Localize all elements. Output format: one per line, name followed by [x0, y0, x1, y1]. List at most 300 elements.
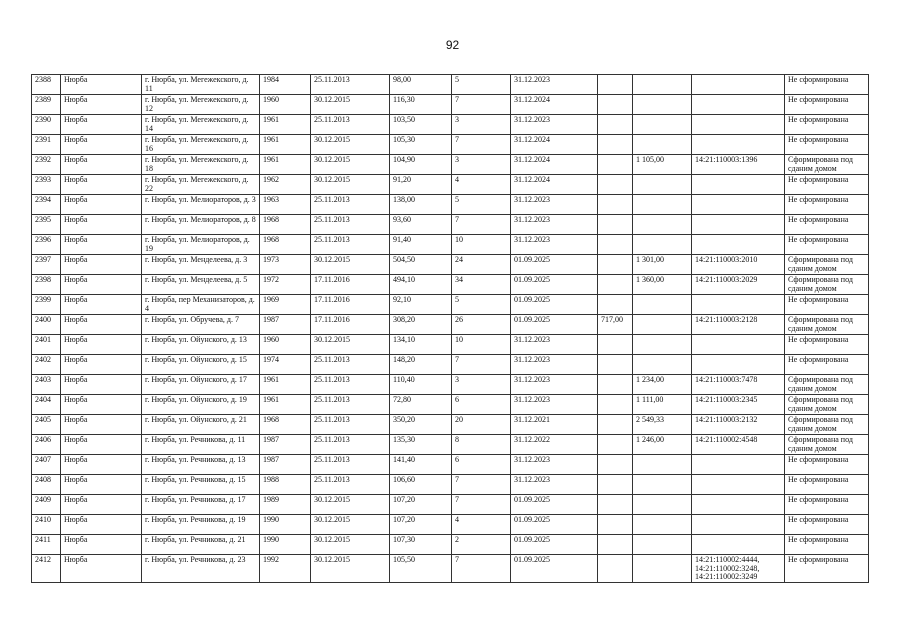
cadastral-number-cell: 14:21:110003:2345 — [692, 395, 785, 415]
land-area-alt-cell — [598, 375, 633, 395]
build-year-cell: 1968 — [260, 235, 311, 255]
table-row — [32, 415, 869, 435]
deadline-cell: 31.12.2023 — [511, 375, 598, 395]
area-cell: 91,40 — [390, 235, 452, 255]
build-year-cell: 1961 — [260, 135, 311, 155]
build-year-cell: 1961 — [260, 375, 311, 395]
land-area-cell — [633, 75, 692, 95]
row-number-cell: 2410 — [32, 515, 61, 535]
address-cell: г. Нюрба, ул. Мегежекского, д. 16 — [142, 135, 260, 155]
row-number-cell: 2392 — [32, 155, 61, 175]
residents-count-cell: 10 — [452, 335, 511, 355]
row-number-cell: 2407 — [32, 455, 61, 475]
address-cell: г. Нюрба, ул. Менделеева, д. 3 — [142, 255, 260, 275]
land-status-cell: Сформирована под сданим домом — [785, 415, 869, 435]
build-year-cell: 1960 — [260, 335, 311, 355]
residents-count-cell: 5 — [452, 295, 511, 315]
address-cell: г. Нюрба, ул. Мелиораторов, д. 8 — [142, 215, 260, 235]
inclusion-date-cell: 25.11.2013 — [311, 355, 390, 375]
inclusion-date-cell: 25.11.2013 — [311, 75, 390, 95]
cadastral-number-cell — [692, 115, 785, 135]
table-row — [32, 295, 869, 315]
land-area-alt-cell — [598, 275, 633, 295]
area-cell: 116,30 — [390, 95, 452, 115]
cadastral-number-cell — [692, 175, 785, 195]
inclusion-date-cell: 25.11.2013 — [311, 375, 390, 395]
address-cell: г. Нюрба, ул. Речникова, д. 21 — [142, 535, 260, 555]
cadastral-number-cell: 14:21:110002:4548 — [692, 435, 785, 455]
land-area-alt-cell — [598, 395, 633, 415]
deadline-cell: 31.12.2023 — [511, 335, 598, 355]
deadline-cell: 01.09.2025 — [511, 495, 598, 515]
residents-count-cell: 7 — [452, 495, 511, 515]
land-area-alt-cell — [598, 255, 633, 275]
cadastral-number-cell — [692, 515, 785, 535]
address-cell: г. Нюрба, ул. Ойунского, д. 15 — [142, 355, 260, 375]
land-status-cell: Сформирована под сданим домом — [785, 155, 869, 175]
land-area-alt-cell — [598, 135, 633, 155]
inclusion-date-cell: 25.11.2013 — [311, 215, 390, 235]
residents-count-cell: 6 — [452, 395, 511, 415]
build-year-cell: 1968 — [260, 415, 311, 435]
area-cell: 494,10 — [390, 275, 452, 295]
settlement-cell: Нюрба — [61, 475, 142, 495]
table-row — [32, 435, 869, 455]
cadastral-number-cell — [692, 195, 785, 215]
cadastral-number-cell: 14:21:110003:2010 — [692, 255, 785, 275]
area-cell: 104,90 — [390, 155, 452, 175]
build-year-cell: 1969 — [260, 295, 311, 315]
settlement-cell: Нюрба — [61, 195, 142, 215]
row-number-cell: 2391 — [32, 135, 61, 155]
residents-count-cell: 3 — [452, 155, 511, 175]
land-area-cell: 1 105,00 — [633, 155, 692, 175]
table-row — [32, 535, 869, 555]
build-year-cell: 1960 — [260, 95, 311, 115]
address-cell: г. Нюрба, ул. Речникова, д. 17 — [142, 495, 260, 515]
land-area-cell — [633, 95, 692, 115]
address-cell: г. Нюрба, ул. Ойунского, д. 17 — [142, 375, 260, 395]
inclusion-date-cell: 30.12.2015 — [311, 335, 390, 355]
land-area-alt-cell — [598, 155, 633, 175]
land-area-alt-cell — [598, 435, 633, 455]
area-cell: 103,50 — [390, 115, 452, 135]
land-status-cell: Сформирована под сданим домом — [785, 315, 869, 335]
address-cell: г. Нюрба, ул. Ойунского, д. 21 — [142, 415, 260, 435]
inclusion-date-cell: 25.11.2013 — [311, 415, 390, 435]
table-row — [32, 335, 869, 355]
land-area-cell — [633, 215, 692, 235]
settlement-cell: Нюрба — [61, 275, 142, 295]
land-area-cell: 1 246,00 — [633, 435, 692, 455]
build-year-cell: 1984 — [260, 75, 311, 95]
area-cell: 92,10 — [390, 295, 452, 315]
deadline-cell: 31.12.2024 — [511, 135, 598, 155]
land-area-cell — [633, 135, 692, 155]
deadline-cell: 31.12.2021 — [511, 415, 598, 435]
settlement-cell: Нюрба — [61, 455, 142, 475]
land-area-alt-cell — [598, 95, 633, 115]
address-cell: г. Нюрба, ул. Речникова, д. 15 — [142, 475, 260, 495]
table-row — [32, 95, 869, 115]
inclusion-date-cell: 30.12.2015 — [311, 535, 390, 555]
area-cell: 98,00 — [390, 75, 452, 95]
residents-count-cell: 5 — [452, 195, 511, 215]
deadline-cell: 01.09.2025 — [511, 535, 598, 555]
area-cell: 93,60 — [390, 215, 452, 235]
area-cell: 91,20 — [390, 175, 452, 195]
table-row — [32, 455, 869, 475]
build-year-cell: 1987 — [260, 315, 311, 335]
cadastral-number-cell — [692, 295, 785, 315]
land-area-cell — [633, 475, 692, 495]
land-status-cell: Не сформирована — [785, 135, 869, 155]
land-area-alt-cell — [598, 535, 633, 555]
row-number-cell: 2394 — [32, 195, 61, 215]
land-area-alt-cell — [598, 515, 633, 535]
land-area-alt-cell — [598, 175, 633, 195]
row-number-cell: 2408 — [32, 475, 61, 495]
cadastral-number-cell: 14:21:110003:1396 — [692, 155, 785, 175]
table-row — [32, 395, 869, 415]
inclusion-date-cell: 30.12.2015 — [311, 515, 390, 535]
inclusion-date-cell: 30.12.2015 — [311, 495, 390, 515]
settlement-cell: Нюрба — [61, 295, 142, 315]
residents-count-cell: 24 — [452, 255, 511, 275]
land-area-cell — [633, 175, 692, 195]
settlement-cell: Нюрба — [61, 95, 142, 115]
table-row — [32, 375, 869, 395]
residents-count-cell: 7 — [452, 355, 511, 375]
area-cell: 105,50 — [390, 555, 452, 583]
deadline-cell: 01.09.2025 — [511, 295, 598, 315]
build-year-cell: 1987 — [260, 435, 311, 455]
land-area-cell — [633, 535, 692, 555]
land-area-alt-cell — [598, 335, 633, 355]
cadastral-number-cell: 14:21:110003:2132 — [692, 415, 785, 435]
settlement-cell: Нюрба — [61, 355, 142, 375]
cadastral-number-cell — [692, 495, 785, 515]
table-row — [32, 275, 869, 295]
area-cell: 135,30 — [390, 435, 452, 455]
row-number-cell: 2403 — [32, 375, 61, 395]
inclusion-date-cell: 17.11.2016 — [311, 275, 390, 295]
settlement-cell: Нюрба — [61, 175, 142, 195]
land-status-cell: Не сформирована — [785, 115, 869, 135]
address-cell: г. Нюрба, ул. Мегежекского, д. 22 — [142, 175, 260, 195]
area-cell: 107,30 — [390, 535, 452, 555]
land-area-cell — [633, 235, 692, 255]
inclusion-date-cell: 25.11.2013 — [311, 395, 390, 415]
area-cell: 134,10 — [390, 335, 452, 355]
residents-count-cell: 5 — [452, 75, 511, 95]
deadline-cell: 01.09.2025 — [511, 315, 598, 335]
settlement-cell: Нюрба — [61, 135, 142, 155]
inclusion-date-cell: 25.11.2013 — [311, 115, 390, 135]
area-cell: 138,00 — [390, 195, 452, 215]
settlement-cell: Нюрба — [61, 415, 142, 435]
land-status-cell: Не сформирована — [785, 335, 869, 355]
address-cell: г. Нюрба, ул. Ойунского, д. 13 — [142, 335, 260, 355]
inclusion-date-cell: 25.11.2013 — [311, 195, 390, 215]
land-area-alt-cell — [598, 495, 633, 515]
deadline-cell: 31.12.2023 — [511, 195, 598, 215]
land-area-alt-cell — [598, 115, 633, 135]
table-row — [32, 115, 869, 135]
deadline-cell: 31.12.2024 — [511, 95, 598, 115]
build-year-cell: 1990 — [260, 535, 311, 555]
settlement-cell: Нюрба — [61, 335, 142, 355]
row-number-cell: 2409 — [32, 495, 61, 515]
land-area-alt-cell — [598, 415, 633, 435]
row-number-cell: 2404 — [32, 395, 61, 415]
land-area-cell — [633, 355, 692, 375]
settlement-cell: Нюрба — [61, 515, 142, 535]
settlement-cell: Нюрба — [61, 495, 142, 515]
table-row — [32, 355, 869, 375]
build-year-cell: 1961 — [260, 115, 311, 135]
build-year-cell: 1990 — [260, 515, 311, 535]
row-number-cell: 2395 — [32, 215, 61, 235]
build-year-cell: 1989 — [260, 495, 311, 515]
land-area-alt-cell — [598, 75, 633, 95]
residents-count-cell: 3 — [452, 375, 511, 395]
residents-count-cell: 7 — [452, 95, 511, 115]
land-area-cell — [633, 115, 692, 135]
build-year-cell: 1968 — [260, 215, 311, 235]
deadline-cell: 01.09.2025 — [511, 555, 598, 583]
settlement-cell: Нюрба — [61, 75, 142, 95]
row-number-cell: 2406 — [32, 435, 61, 455]
land-area-cell — [633, 295, 692, 315]
deadline-cell: 01.09.2025 — [511, 255, 598, 275]
table-row — [32, 135, 869, 155]
settlement-cell: Нюрба — [61, 235, 142, 255]
area-cell: 504,50 — [390, 255, 452, 275]
settlement-cell: Нюрба — [61, 535, 142, 555]
area-cell: 110,40 — [390, 375, 452, 395]
residents-count-cell: 8 — [452, 435, 511, 455]
land-status-cell: Не сформирована — [785, 515, 869, 535]
area-cell: 106,60 — [390, 475, 452, 495]
table-row — [32, 155, 869, 175]
land-status-cell: Не сформирована — [785, 495, 869, 515]
residents-count-cell: 3 — [452, 115, 511, 135]
row-number-cell: 2402 — [32, 355, 61, 375]
inclusion-date-cell: 30.12.2015 — [311, 155, 390, 175]
row-number-cell: 2393 — [32, 175, 61, 195]
deadline-cell: 31.12.2023 — [511, 355, 598, 375]
residents-count-cell: 20 — [452, 415, 511, 435]
table-row — [32, 255, 869, 275]
land-area-cell — [633, 195, 692, 215]
settlement-cell: Нюрба — [61, 215, 142, 235]
address-cell: г. Нюрба, ул. Речникова, д. 11 — [142, 435, 260, 455]
land-status-cell: Не сформирована — [785, 95, 869, 115]
land-area-alt-cell — [598, 215, 633, 235]
cadastral-number-cell — [692, 135, 785, 155]
land-status-cell: Не сформирована — [785, 455, 869, 475]
table-row — [32, 75, 869, 95]
address-cell: г. Нюрба, ул. Мегежекского, д. 11 — [142, 75, 260, 95]
land-area-alt-cell — [598, 355, 633, 375]
land-area-cell — [633, 455, 692, 475]
cadastral-number-cell: 14:21:110002:4444, 14:21:110002:3248, 14:21:110002:3249 — [692, 555, 785, 583]
land-area-alt-cell — [598, 195, 633, 215]
row-number-cell: 2400 — [32, 315, 61, 335]
cadastral-number-cell — [692, 335, 785, 355]
page-number: 92 — [445, 38, 460, 52]
inclusion-date-cell: 17.11.2016 — [311, 295, 390, 315]
land-area-cell: 1 360,00 — [633, 275, 692, 295]
cadastral-number-cell — [692, 535, 785, 555]
land-area-alt-cell — [598, 235, 633, 255]
settlement-cell: Нюрба — [61, 255, 142, 275]
residents-count-cell: 6 — [452, 455, 511, 475]
table-row — [32, 555, 869, 583]
cadastral-number-cell — [692, 95, 785, 115]
inclusion-date-cell: 30.12.2015 — [311, 135, 390, 155]
area-cell: 107,20 — [390, 495, 452, 515]
table-row — [32, 195, 869, 215]
housing-registry-table — [31, 74, 869, 583]
deadline-cell: 31.12.2023 — [511, 455, 598, 475]
inclusion-date-cell: 30.12.2015 — [311, 555, 390, 583]
table-row — [32, 215, 869, 235]
inclusion-date-cell: 17.11.2016 — [311, 315, 390, 335]
land-area-cell: 1 234,00 — [633, 375, 692, 395]
land-area-cell — [633, 315, 692, 335]
land-status-cell: Не сформирована — [785, 295, 869, 315]
deadline-cell: 31.12.2024 — [511, 155, 598, 175]
build-year-cell: 1963 — [260, 195, 311, 215]
inclusion-date-cell: 25.11.2013 — [311, 435, 390, 455]
row-number-cell: 2398 — [32, 275, 61, 295]
land-area-alt-cell — [598, 295, 633, 315]
land-status-cell: Не сформирована — [785, 215, 869, 235]
table-row — [32, 475, 869, 495]
address-cell: г. Нюрба, ул. Мелиораторов, д. 3 — [142, 195, 260, 215]
area-cell: 308,20 — [390, 315, 452, 335]
address-cell: г. Нюрба, ул. Мелиораторов, д. 19 — [142, 235, 260, 255]
settlement-cell: Нюрба — [61, 315, 142, 335]
row-number-cell: 2405 — [32, 415, 61, 435]
table-row — [32, 515, 869, 535]
address-cell: г. Нюрба, ул. Речникова, д. 23 — [142, 555, 260, 583]
table-body — [32, 75, 869, 583]
address-cell: г. Нюрба, ул. Ойунского, д. 19 — [142, 395, 260, 415]
cadastral-number-cell — [692, 455, 785, 475]
land-status-cell: Сформирована под сданим домом — [785, 255, 869, 275]
row-number-cell: 2397 — [32, 255, 61, 275]
table-row — [32, 175, 869, 195]
land-area-cell: 1 111,00 — [633, 395, 692, 415]
cadastral-number-cell: 14:21:110003:7478 — [692, 375, 785, 395]
deadline-cell: 31.12.2023 — [511, 395, 598, 415]
land-area-alt-cell: 717,00 — [598, 315, 633, 335]
deadline-cell: 31.12.2023 — [511, 235, 598, 255]
address-cell: г. Нюрба, ул. Мегежекского, д. 12 — [142, 95, 260, 115]
land-status-cell: Не сформирована — [785, 175, 869, 195]
address-cell: г. Нюрба, ул. Речникова, д. 19 — [142, 515, 260, 535]
cadastral-number-cell — [692, 235, 785, 255]
residents-count-cell: 7 — [452, 475, 511, 495]
residents-count-cell: 4 — [452, 515, 511, 535]
land-area-cell — [633, 515, 692, 535]
area-cell: 105,30 — [390, 135, 452, 155]
address-cell: г. Нюрба, ул. Мегежекского, д. 14 — [142, 115, 260, 135]
land-area-cell: 2 549,33 — [633, 415, 692, 435]
table-row — [32, 495, 869, 515]
address-cell: г. Нюрба, пер Механизаторов, д. 4 — [142, 295, 260, 315]
build-year-cell: 1974 — [260, 355, 311, 375]
address-cell: г. Нюрба, ул. Речникова, д. 13 — [142, 455, 260, 475]
land-area-cell — [633, 495, 692, 515]
land-status-cell: Сформирована под сданим домом — [785, 435, 869, 455]
address-cell: г. Нюрба, ул. Обручева, д. 7 — [142, 315, 260, 335]
land-area-alt-cell — [598, 555, 633, 583]
residents-count-cell: 4 — [452, 175, 511, 195]
build-year-cell: 1987 — [260, 455, 311, 475]
settlement-cell: Нюрба — [61, 395, 142, 415]
build-year-cell: 1988 — [260, 475, 311, 495]
land-status-cell: Сформирована под сданим домом — [785, 375, 869, 395]
inclusion-date-cell: 30.12.2015 — [311, 175, 390, 195]
row-number-cell: 2389 — [32, 95, 61, 115]
cadastral-number-cell: 14:21:110003:2029 — [692, 275, 785, 295]
deadline-cell: 01.09.2025 — [511, 275, 598, 295]
cadastral-number-cell — [692, 355, 785, 375]
land-area-cell — [633, 335, 692, 355]
land-status-cell: Не сформирована — [785, 535, 869, 555]
cadastral-number-cell — [692, 475, 785, 495]
inclusion-date-cell: 25.11.2013 — [311, 475, 390, 495]
residents-count-cell: 7 — [452, 555, 511, 583]
row-number-cell: 2390 — [32, 115, 61, 135]
cadastral-number-cell: 14:21:110003:2128 — [692, 315, 785, 335]
area-cell: 141,40 — [390, 455, 452, 475]
row-number-cell: 2412 — [32, 555, 61, 583]
row-number-cell: 2411 — [32, 535, 61, 555]
row-number-cell: 2399 — [32, 295, 61, 315]
land-area-cell — [633, 555, 692, 583]
land-area-alt-cell — [598, 455, 633, 475]
cadastral-number-cell — [692, 75, 785, 95]
build-year-cell: 1992 — [260, 555, 311, 583]
deadline-cell: 31.12.2023 — [511, 75, 598, 95]
residents-count-cell: 34 — [452, 275, 511, 295]
table-row — [32, 315, 869, 335]
deadline-cell: 31.12.2024 — [511, 175, 598, 195]
address-cell: г. Нюрба, ул. Менделеева, д. 5 — [142, 275, 260, 295]
land-status-cell: Сформирована под сданим домом — [785, 395, 869, 415]
land-status-cell: Не сформирована — [785, 555, 869, 583]
row-number-cell: 2401 — [32, 335, 61, 355]
deadline-cell: 31.12.2023 — [511, 215, 598, 235]
cadastral-number-cell — [692, 215, 785, 235]
residents-count-cell: 26 — [452, 315, 511, 335]
land-status-cell: Не сформирована — [785, 195, 869, 215]
settlement-cell: Нюрба — [61, 435, 142, 455]
area-cell: 148,20 — [390, 355, 452, 375]
area-cell: 107,20 — [390, 515, 452, 535]
inclusion-date-cell: 25.11.2013 — [311, 235, 390, 255]
settlement-cell: Нюрба — [61, 115, 142, 135]
address-cell: г. Нюрба, ул. Мегежекского, д. 18 — [142, 155, 260, 175]
land-status-cell: Не сформирована — [785, 355, 869, 375]
settlement-cell: Нюрба — [61, 155, 142, 175]
build-year-cell: 1972 — [260, 275, 311, 295]
